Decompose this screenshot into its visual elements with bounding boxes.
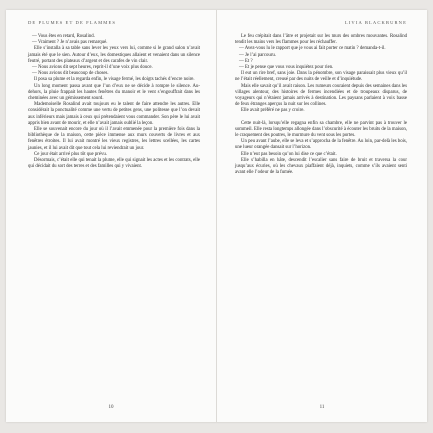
paragraph: Mademoiselle Rosalind avait toujours eu le talent de faire attendre les autres. Elle considérait la ponctualité comme une vertu de petites gens, une politesse que l’on devait aux inférieurs mais jamais à ceux qui prétendaient vous commander. Son père le lui avait appris bien avant de mourir, et elle n’avait jamais oublié la leçon. xyxy=(28,102,200,126)
right-page xyxy=(216,10,427,422)
page-number-left: 10 xyxy=(108,405,114,410)
paragraph: Elle s’habilla en hâte, descendit l’escalier sans faire de bruit et traversa la cour jusqu’aux écuries, où les chevaux piaffaient déjà, inquiets, comme s’ils avaient senti avant elle l’odeur de la fumée. xyxy=(235,157,407,176)
paragraph: Elle se souvenait encore du jour où il l’avait emmenée pour la première fois dans la bibliothèque de la maison, cette pièce immense aux murs couverts de livres et aux fenêtres étroites. Il lui avait montré les vieux registres, les lettres scellées, les cartes jaunies, et il lui avait dit que tout cela lui reviendrait un jour. xyxy=(28,127,200,151)
paragraph: Un long moment passa avant que l’un d’eux ne se décide à rompre le silence. Au-dehors, la pluie frappait les hautes fenêtres du manoir et le vent s’engouffrait dans les cheminées avec un gémissement sourd. xyxy=(28,83,200,102)
page-number-right: 11 xyxy=(319,405,325,410)
paragraph: Elle s’installa à sa table sans lever les yeux vers lui, comme si le grand salon n’avait jamais été que le sien. Autour d’eux, les domestiques allaient et venaient dans un silence feutré, portant des plateaux d’argent et des carafes de vin clair. xyxy=(28,46,200,64)
right-page-text xyxy=(235,34,407,176)
paragraph: — Avez-vous lu le rapport que je vous ai fait porter ce matin ? demanda-t-il. xyxy=(239,46,386,52)
paragraph: Désormais, c’était elle qui tenait la plume, elle qui signait les actes et les contrats, elle qui décidait du sort des terres et des familles qui y vivaient. xyxy=(28,158,200,170)
left-page xyxy=(6,10,216,422)
paragraph: — Je l’ai parcouru. xyxy=(239,52,277,58)
paragraph: Cette nuit-là, lorsqu’elle regagna enfin sa chambre, elle ne parvint pas à trouver le sommeil. Elle resta longtemps allongée dans l’obscurité à écouter les bruits de la maison, le craquement des poutres, le murmure du vent sous les portes. xyxy=(235,120,407,139)
running-head-left: DE PLUMES ET DE FLAMMES xyxy=(28,20,117,25)
paragraph: — Et ? xyxy=(239,58,253,64)
paragraph: Mais elle savait qu’il avait raison. Les rumeurs couraient depuis des semaines dans les villages alentour, des histoires de fermes incendiées et de troupeaux disparus, de voyageurs qui n’étaient jamais arrivés à destination. Les paysans parlaient à voix basse de feux étranges aperçus la nuit sur les collines. xyxy=(235,83,407,108)
paragraph: — Nous avions dit sept heures, reprit-il d’une voix plus douce. xyxy=(32,65,153,71)
running-head-right: LIVIA BLACKBURNE xyxy=(344,20,407,25)
paragraph: Elle avait préféré ne pas y croire. xyxy=(241,108,305,114)
paragraph: Le feu crépitait dans l’âtre et projetait sur les murs des ombres mouvantes. Rosalind tendit les mains vers les flammes pour les réchauffer. xyxy=(235,34,407,46)
paragraph: — Vraiment ? Je n’avais pas remarqué. xyxy=(32,40,108,46)
paragraph: Il posa sa plume et la regarda enfin, le visage fermé, les doigts tachés d’encre noire. xyxy=(34,77,195,83)
paragraph: — Et je pense que vous vous inquiétez pour rien. xyxy=(239,65,334,71)
paragraph: Un peu avant l’aube, elle se leva et s’approcha de la fenêtre. Au loin, par-delà les bois, une lueur orangée dansait sur l’horizon. xyxy=(235,139,407,151)
paragraph: — Vous êtes en retard, Rosalind. xyxy=(32,34,95,39)
left-page-text xyxy=(28,34,200,170)
book-spread xyxy=(6,10,427,422)
paragraph: Ce jour était arrivé plus tôt que prévu. xyxy=(34,151,107,157)
paragraph: Il eut un rire bref, sans joie. Dans la pénombre, son visage paraissait plus vieux qu’il ne l’était réellement, creusé par des nuits de veille et d’inquiétude. xyxy=(235,71,407,83)
paragraph: — Nous avions dit beaucoup de choses. xyxy=(32,71,109,77)
paragraph: Elle n’eut pas besoin qu’on lui dise ce que c’était. xyxy=(241,151,337,157)
